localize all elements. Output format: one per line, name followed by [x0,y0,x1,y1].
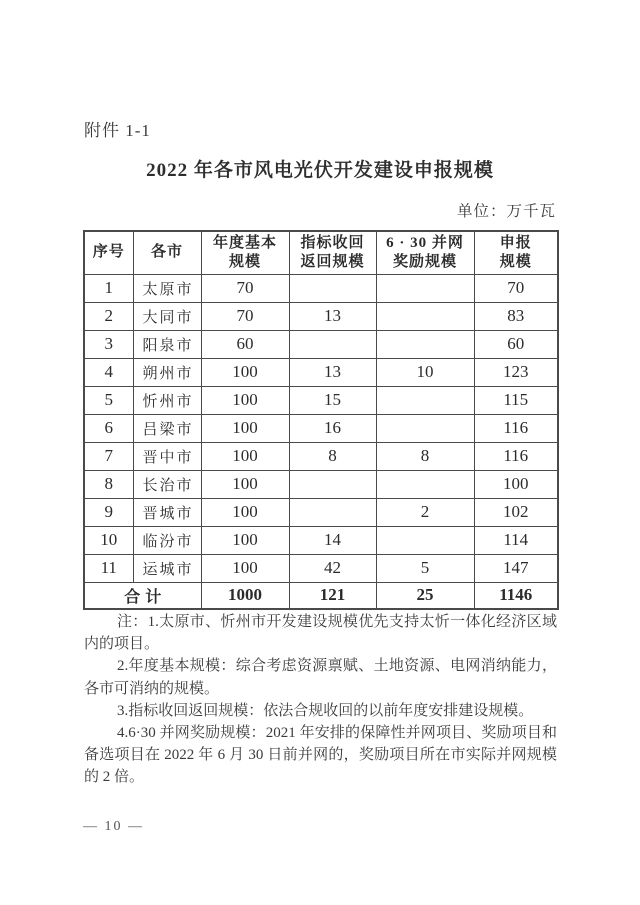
city-cell: 晋城市 [133,498,201,526]
value-cell [289,330,376,358]
total-value-cell: 1146 [474,582,558,609]
city-cell: 大同市 [133,302,201,330]
value-cell: 14 [289,526,376,554]
column-header: 各市 [133,231,201,274]
value-cell: 8 [289,442,376,470]
note-line: 2.年度基本规模：综合考虑资源禀赋、土地资源、电网消纳能力， [117,658,557,675]
note-line: 的 2 倍。 [84,769,145,786]
value-cell: 115 [474,386,558,414]
value-cell: 70 [201,274,289,302]
value-cell [289,274,376,302]
value-cell: 70 [201,302,289,330]
table-row [84,386,558,414]
unit-label: 单位：万千瓦 [456,203,556,220]
note-line: 注：1.太原市、忻州市开发建设规模优先支持太忻一体化经济区域 [117,614,557,630]
column-header: 6 · 30 并网 奖励规模 [376,231,474,274]
column-header: 申报 规模 [474,231,558,274]
city-cell: 晋中市 [133,442,201,470]
table-row [84,414,558,442]
value-cell [376,526,474,554]
value-cell [376,302,474,330]
value-cell: 83 [474,302,558,330]
value-cell: 60 [474,330,558,358]
value-cell: 10 [84,526,133,554]
value-cell: 1 [84,274,133,302]
value-cell: 5 [84,386,133,414]
value-cell: 100 [201,442,289,470]
total-label: 合计 [84,582,201,609]
value-cell: 116 [474,414,558,442]
total-value-cell: 121 [289,582,376,609]
city-cell: 朔州市 [133,358,201,386]
value-cell: 13 [289,302,376,330]
total-value-cell: 25 [376,582,474,609]
table-row [84,526,558,554]
value-cell [289,498,376,526]
value-cell: 15 [289,386,376,414]
value-cell: 7 [84,442,133,470]
attachment-label: 附件 1-1 [84,121,151,140]
page-number: — 10 — [83,819,144,834]
value-cell: 100 [201,498,289,526]
value-cell: 10 [376,358,474,386]
notes-section [84,611,557,789]
value-cell: 16 [289,414,376,442]
value-cell: 100 [201,386,289,414]
note-line: 3.指标收回返回规模：依法合规收回的以前年度安排建设规模。 [117,702,534,719]
value-cell: 8 [376,442,474,470]
value-cell: 100 [201,526,289,554]
note-line: 备选项目在 2022 年 6 月 30 日前并网的，奖励项目所在市实际并网规模 [84,747,557,764]
value-cell: 4 [84,358,133,386]
city-cell: 运城市 [133,554,201,582]
value-cell: 70 [474,274,558,302]
value-cell [376,414,474,442]
value-cell: 100 [474,470,558,498]
value-cell: 2 [84,302,133,330]
city-cell: 太原市 [133,274,201,302]
table-row [84,302,558,330]
table-row [84,554,558,582]
city-cell: 长治市 [133,470,201,498]
value-cell: 5 [376,554,474,582]
value-cell: 100 [201,414,289,442]
header-row [84,231,558,274]
value-cell: 42 [289,554,376,582]
table-header [84,231,558,274]
column-header: 年度基本 规模 [201,231,289,274]
value-cell: 100 [201,358,289,386]
value-cell: 100 [201,470,289,498]
value-cell: 100 [201,554,289,582]
value-cell [376,330,474,358]
value-cell [376,274,474,302]
value-cell: 2 [376,498,474,526]
note-line: 4.6·30 并网奖励规模：2021 年安排的保障性并网项目、奖励项目和 [117,725,557,742]
value-cell [289,470,376,498]
table-row [84,470,558,498]
total-row [84,582,558,609]
page-title: 2022 年各市风电光伏开发建设申报规模 [146,160,494,181]
value-cell: 147 [474,554,558,582]
note-line: 内的项目。 [84,636,160,653]
total-value-cell: 1000 [201,582,289,609]
city-cell: 阳泉市 [133,330,201,358]
city-cell: 临汾市 [133,526,201,554]
value-cell: 123 [474,358,558,386]
note-line: 各市可消纳的规模。 [84,680,220,697]
city-cell: 吕梁市 [133,414,201,442]
scale-table [83,230,559,610]
value-cell: 11 [84,554,133,582]
value-cell: 9 [84,498,133,526]
table-row [84,330,558,358]
value-cell: 102 [474,498,558,526]
table-row [84,274,558,302]
column-header: 序号 [84,231,133,274]
value-cell: 116 [474,442,558,470]
value-cell [376,470,474,498]
table-body [84,274,558,609]
table-row [84,442,558,470]
value-cell: 8 [84,470,133,498]
value-cell [376,386,474,414]
column-header: 指标收回 返回规模 [289,231,376,274]
value-cell: 60 [201,330,289,358]
value-cell: 114 [474,526,558,554]
table-row [84,498,558,526]
value-cell: 13 [289,358,376,386]
value-cell: 3 [84,330,133,358]
table-row [84,358,558,386]
value-cell: 6 [84,414,133,442]
city-cell: 忻州市 [133,386,201,414]
